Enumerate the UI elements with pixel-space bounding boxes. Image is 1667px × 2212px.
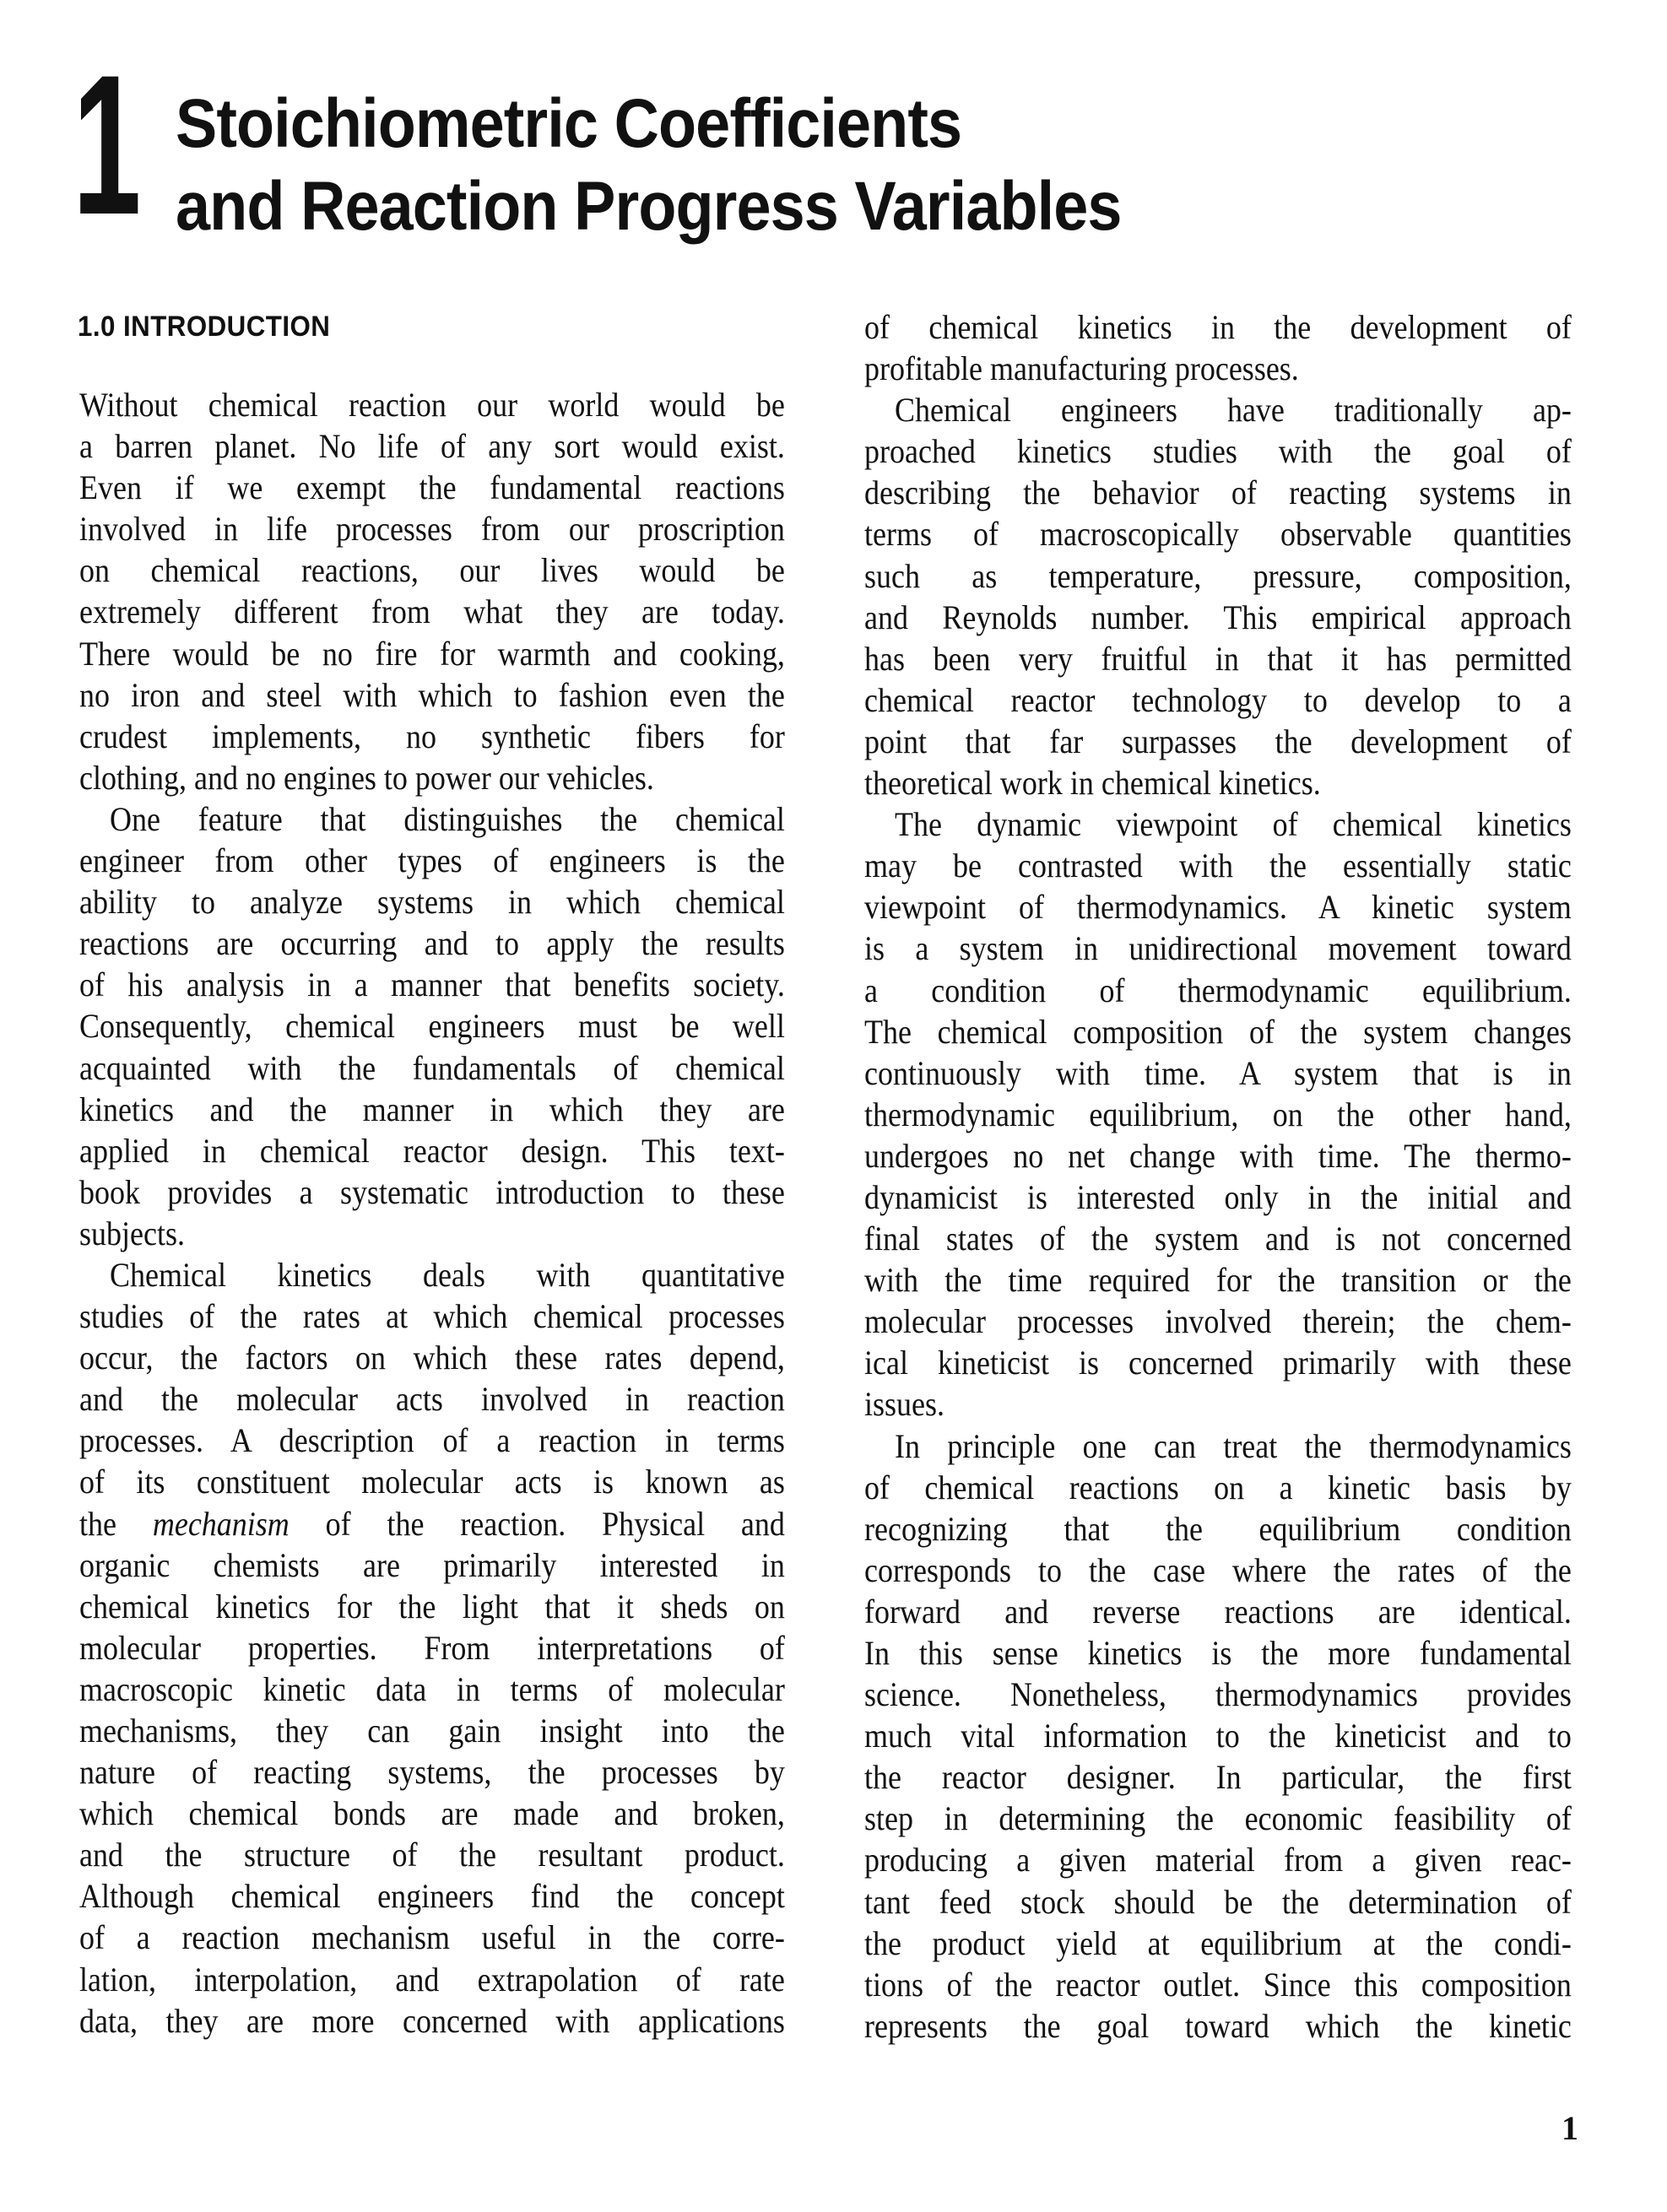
text-line: of chemical kinetics in the development of	[864, 308, 1572, 346]
text-line: of its constituent molecular acts is known as	[79, 1463, 785, 1501]
text-line: Although chemical engineers find the concept	[79, 1877, 785, 1916]
text-line: the product yield at equilibrium at the condi-	[864, 1923, 1572, 1962]
text-line: a condition of thermodynamic equilibrium.	[864, 971, 1572, 1009]
text-line: tant feed stock should be the determination of	[864, 1882, 1572, 1921]
text-line: crudest implements, no synthetic fibers for	[79, 717, 785, 755]
text-line: extremely different from what they are today.	[79, 592, 785, 631]
text-line: kinetics and the manner in which they are	[79, 1090, 785, 1128]
text-line: Even if we exempt the fundamental reactions	[79, 468, 785, 507]
text-line: recognizing that the equilibrium condition	[864, 1509, 1572, 1548]
text-line: undergoes no net change with time. The thermo-	[864, 1136, 1572, 1175]
text-line: the reactor designer. In particular, the first	[864, 1758, 1572, 1797]
text-line: producing a given material from a given reac-	[864, 1841, 1572, 1879]
text-line: Chemical engineers have traditionally ap-	[895, 391, 1572, 430]
text-line: science. Nonetheless, thermodynamics provides	[864, 1675, 1572, 1714]
page-number: 1	[1561, 2109, 1578, 2147]
text-line: Without chemical reaction our world would be	[79, 386, 785, 424]
text-line: macroscopic kinetic data in terms of molecular	[79, 1669, 785, 1708]
right-column	[864, 306, 1572, 2047]
text-line: There would be no fire for warmth and cooking,	[79, 634, 785, 673]
text-line: proached kinetics studies with the goal of	[864, 432, 1572, 471]
text-line: ical kineticist is concerned primarily with these	[864, 1344, 1572, 1382]
text-line: point that far surpasses the development of	[864, 722, 1572, 760]
text-line: involved in life processes from our proscription	[79, 510, 785, 549]
text-line: data, they are more concerned with applications	[79, 2001, 785, 2040]
text-line: engineer from other types of engineers is the	[79, 841, 785, 880]
text-line: issues.	[864, 1385, 945, 1424]
text-line: corresponds to the case where the rates of the	[864, 1550, 1572, 1589]
text-line: viewpoint of thermodynamics. A kinetic system	[864, 888, 1572, 927]
text-line: mechanisms, they can gain insight into the	[79, 1712, 785, 1750]
text-line: of a reaction mechanism useful in the corre-	[79, 1918, 785, 1957]
text-line: The dynamic viewpoint of chemical kinetics	[895, 805, 1572, 844]
text-line: occur, the factors on which these rates depend,	[79, 1339, 785, 1377]
text-line: clothing, and no engines to power our vehicles.	[79, 758, 654, 797]
text-line: which chemical bonds are made and broken,	[79, 1794, 785, 1833]
text-line: step in determining the economic feasibility of	[864, 1799, 1572, 1838]
text-line: may be contrasted with the essentially static	[864, 846, 1572, 885]
text-line: has been very fruitful in that it has permitted	[864, 639, 1572, 678]
text-line: is a system in unidirectional movement toward	[864, 929, 1572, 968]
text-line: of chemical reactions on a kinetic basis by	[864, 1468, 1572, 1506]
text-line: subjects.	[79, 1214, 185, 1252]
text-line: chemical reactor technology to develop to a	[864, 680, 1572, 719]
text-line: theoretical work in chemical kinetics.	[864, 764, 1321, 803]
text-line: In principle one can treat the thermodynamics	[895, 1426, 1572, 1465]
text-line: of his analysis in a manner that benefits society.	[79, 965, 785, 1004]
text-line: molecular properties. From interpretations of	[79, 1628, 785, 1667]
text-line: a barren planet. No life of any sort would exist.	[79, 427, 785, 466]
text-line: no iron and steel with which to fashion even the	[79, 675, 785, 714]
text-line: dynamicist is interested only in the initial and	[864, 1177, 1572, 1216]
chapter-title-line-2: and Reaction Progress Variables	[176, 168, 1122, 245]
text-line: reactions are occurring and to apply the results	[79, 924, 785, 963]
text-line: represents the goal toward which the kinetic	[864, 2006, 1572, 2045]
text-line: The chemical composition of the system changes	[864, 1012, 1572, 1051]
chapter-number: 1	[73, 34, 139, 257]
text-line: tions of the reactor outlet. Since this composition	[864, 1965, 1572, 2004]
text-line: In this sense kinetics is the more fundamental	[864, 1634, 1572, 1672]
text-line: acquainted with the fundamentals of chemical	[79, 1048, 785, 1087]
text-line: lation, interpolation, and extrapolation of rate	[79, 1960, 785, 1998]
left-column	[79, 384, 785, 2042]
text-line: such as temperature, pressure, composition,	[864, 556, 1572, 595]
text-line: thermodynamic equilibrium, on the other hand,	[864, 1095, 1572, 1133]
text-line: terms of macroscopically observable quantities	[864, 515, 1572, 554]
text-line: on chemical reactions, our lives would be	[79, 551, 785, 590]
text-line: and the molecular acts involved in reaction	[79, 1380, 785, 1419]
text-line: One feature that distinguishes the chemical	[110, 799, 785, 838]
text-line: with the time required for the transition or the	[864, 1261, 1572, 1300]
text-line: studies of the rates at which chemical processes	[79, 1297, 785, 1336]
mechanism-line-prefix: the	[79, 1504, 153, 1543]
text-line: describing the behavior of reacting systems in	[864, 473, 1572, 512]
chapter-title	[176, 83, 1122, 248]
text-line: organic chemists are primarily interested in	[79, 1545, 785, 1584]
text-line: Consequently, chemical engineers must be well	[79, 1007, 785, 1046]
text-line: forward and reverse reactions are identical.	[864, 1592, 1572, 1631]
text-line: and Reynolds number. This empirical approach	[864, 598, 1572, 636]
text-line: continuously with time. A system that is in	[864, 1053, 1572, 1092]
section-heading: 1.0 INTRODUCTION	[78, 311, 331, 343]
text-line: ability to analyze systems in which chemical	[79, 883, 785, 922]
chapter-title-line-1: Stoichiometric Coefficients	[176, 85, 962, 162]
text-line: Chemical kinetics deals with quantitative	[110, 1255, 785, 1294]
text-line: final states of the system and is not concerned	[864, 1220, 1572, 1258]
text-line: nature of reacting systems, the processes by	[79, 1753, 785, 1792]
mechanism-line	[79, 1503, 785, 1544]
text-line: chemical kinetics for the light that it sheds on	[79, 1587, 785, 1625]
text-line: much vital information to the kineticist and to	[864, 1717, 1572, 1755]
mechanism-line-suffix: of the reaction. Physical and	[289, 1504, 785, 1543]
text-line: profitable manufacturing processes.	[864, 349, 1299, 388]
text-line: processes. A description of a reaction in terms	[79, 1421, 785, 1460]
text-line: molecular processes involved therein; the chem-	[864, 1302, 1572, 1341]
text-line: book provides a systematic introduction to these	[79, 1172, 785, 1211]
mechanism-term: mechanism	[152, 1504, 290, 1543]
text-line: and the structure of the resultant product.	[79, 1836, 785, 1874]
text-line: applied in chemical reactor design. This text-	[79, 1131, 785, 1170]
